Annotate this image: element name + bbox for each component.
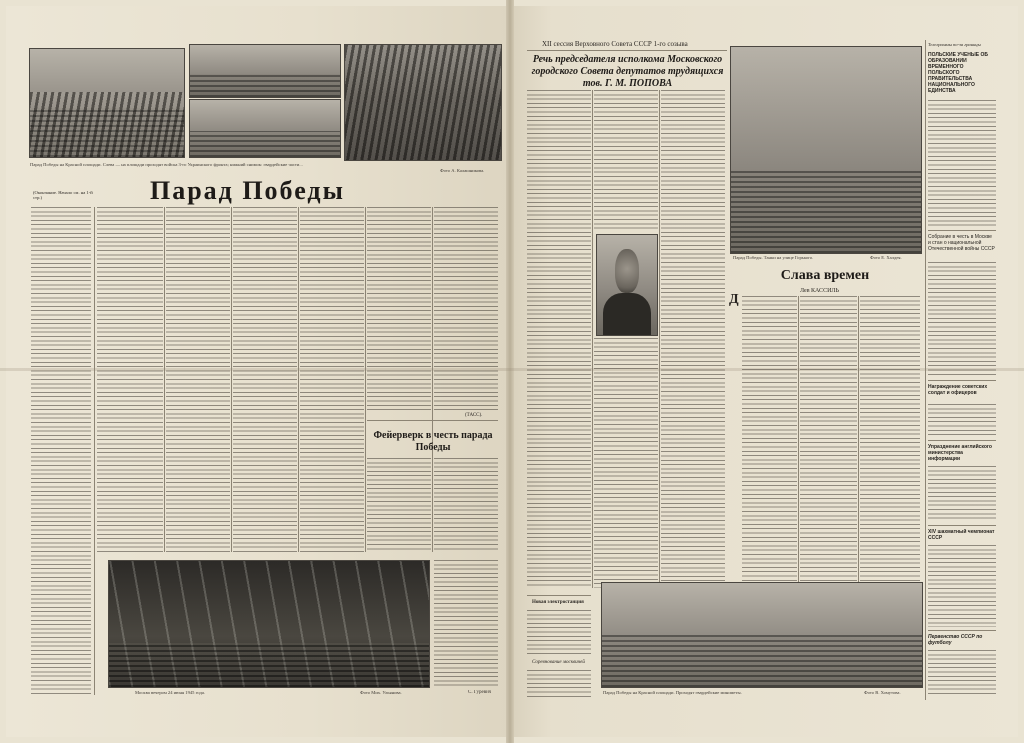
sidebar-col-3 — [928, 404, 996, 438]
left-rule-6 — [432, 207, 433, 552]
speech-rule-1 — [592, 90, 593, 588]
photo-parade-vehicles-top — [189, 44, 341, 98]
box-col-1 — [527, 610, 591, 656]
left-col-3 — [166, 207, 230, 552]
sidebar-col-2 — [928, 262, 996, 377]
essay-rule-1 — [798, 296, 799, 588]
sidebar-col-6 — [928, 650, 996, 695]
photo-tanks-gorky-street — [730, 46, 922, 254]
photo-red-square-launchers — [601, 582, 923, 688]
continuation-note: (Окончание. Начало см. на 1-й стр.) — [33, 190, 93, 200]
speech-col-1 — [527, 90, 591, 588]
top-photo-credit: Фото А. Калашникова. — [440, 168, 485, 173]
bottom-photo-caption: Москва вечером 24 июня 1945 года. — [135, 690, 206, 695]
portrait-popov — [596, 234, 658, 336]
speech-col-2 — [594, 90, 658, 230]
essay-dropcap: Д — [729, 292, 739, 307]
fireworks-signature: С. Гуревич — [468, 690, 492, 695]
box-title-power-station: Новая электростанция — [532, 600, 584, 605]
left-col-1 — [31, 207, 91, 695]
fireworks-headline: Фейерверк в честь парада Победы — [373, 430, 493, 453]
essay-col-3 — [860, 296, 920, 588]
center-fold — [506, 0, 514, 743]
sidebar-item-football: Первенство СССР по футболу — [928, 634, 983, 646]
fireworks-col-2 — [434, 458, 498, 552]
fireworks-col-1 — [367, 458, 431, 552]
box-rule-1 — [527, 595, 591, 596]
speech-col-2-lower — [594, 338, 658, 588]
box-col-2 — [527, 670, 591, 698]
left-rule-2 — [164, 207, 165, 552]
left-col-4 — [233, 207, 297, 552]
session-line: XII сессия Верховного Совета СССР 1-го созыва — [542, 40, 688, 48]
headline-victory-parade: Парад Победы — [150, 176, 345, 205]
sidebar-rule-5 — [928, 630, 996, 631]
left-rule-fireworks — [367, 420, 498, 421]
photo-parade-vehicles-bottom — [189, 99, 341, 158]
left-rule-5 — [365, 207, 366, 552]
essay-author: Лев КАССИЛЬ — [800, 288, 839, 294]
speech-headline: Речь председателя исполкома Московского городского Совета депутатов трудящихся тов. Г. М. ПОПОВА — [531, 54, 724, 89]
essay-col-2 — [800, 296, 857, 588]
session-rule — [527, 50, 727, 51]
sidebar-header: Телеграммы по-за границы — [928, 42, 981, 47]
left-col-6 — [367, 207, 431, 412]
tass-sign: (ТАСС). — [465, 413, 483, 418]
left-col-7 — [434, 207, 498, 412]
box-title-competition: Соревнование москвичей — [532, 660, 585, 665]
sidebar-col-4 — [928, 466, 996, 522]
sidebar-rule-1 — [928, 230, 996, 231]
photo-parade-march — [29, 48, 185, 158]
left-rule-1 — [94, 207, 95, 695]
sidebar-item-meeting: Собрание в честь в Москве и стан о национальной Отечественной войны СССР — [928, 234, 995, 252]
red-square-caption: Парад Победы на Красной площади. Проходят гвардейские минометы. — [603, 690, 742, 695]
sidebar-rule-3 — [928, 440, 996, 441]
sidebar-item-awards: Награждение советских солдат и офицеров — [928, 384, 988, 396]
essay-col-1 — [742, 296, 797, 588]
sidebar-item-polish-scientists: ПОЛЬСКИЕ УЧЕНЫЕ ОБ ОБРАЗОВАНИИ ВРЕМЕННОГО ПОЛЬСКОГО ПРАВИТЕЛЬСТВА НАЦИОНАЛЬНОГО ЕДИНСТВА — [928, 52, 988, 94]
sidebar-rule-4 — [928, 525, 996, 526]
photo-banners-lowered — [344, 44, 502, 161]
photo-fireworks-kremlin — [108, 560, 430, 688]
sidebar-col-5 — [928, 545, 996, 627]
bottom-photo-credit: Фото Мих. Ульянова. — [360, 690, 402, 695]
left-col-2 — [97, 207, 163, 552]
sidebar-item-chess: XIV шахматный чемпионат СССР — [928, 529, 995, 541]
left-col-5 — [300, 207, 364, 552]
sidebar-item-ministry: Упразднение английского министерства информации — [928, 444, 992, 462]
tanks-photo-caption: Парад Победы. Танки на улице Горького. — [733, 255, 814, 260]
essay-headline: Слава времен — [780, 268, 870, 283]
left-rule-4 — [298, 207, 299, 552]
speech-rule-2 — [659, 90, 660, 588]
tanks-photo-credit: Фото Е. Халдея. — [870, 255, 902, 260]
sidebar-col-1 — [928, 100, 996, 228]
red-square-credit: Фото В. Хомутова. — [864, 690, 901, 695]
speech-col-3 — [661, 90, 725, 588]
right-of-photo-col — [434, 560, 498, 688]
sidebar-rule-2 — [928, 380, 996, 381]
left-rule-3 — [231, 207, 232, 552]
top-photo-caption: Парад Победы на Красной площади. Слева — на площади проходят войска 3-го Украинского фронта; нижний снимок: гвардейские части... — [30, 162, 303, 167]
essay-rule-2 — [858, 296, 859, 588]
sidebar-rule — [925, 40, 926, 700]
